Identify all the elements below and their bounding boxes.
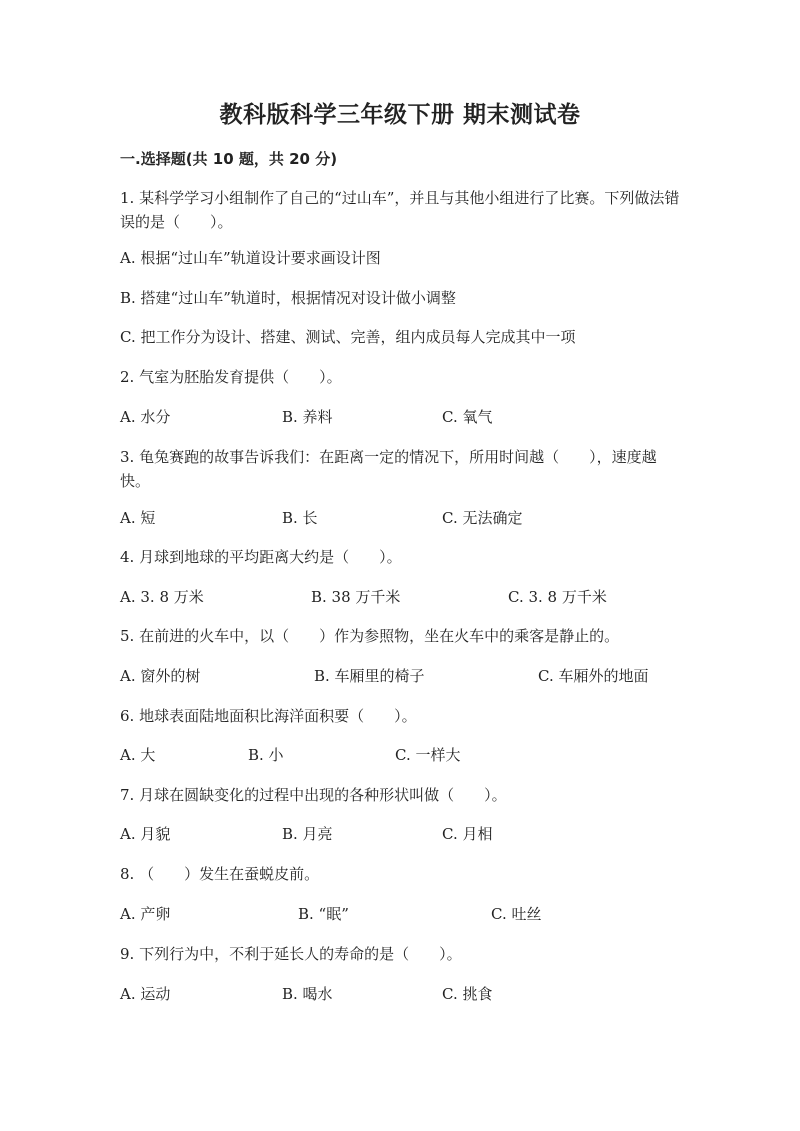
q3-option-a: A. 短 [120, 509, 156, 527]
q9-option-a: A. 运动 [120, 985, 171, 1003]
q3-option-b: B. 长 [282, 509, 318, 527]
q1-option-c: C. 把工作分为设计、搭建、测试、完善，组内成员每人完成其中一项 [120, 328, 576, 346]
q8-option-a: A. 产卵 [120, 905, 171, 923]
q6-option-c: C. 一样大 [395, 746, 461, 764]
q7-option-a: A. 月貌 [120, 825, 171, 843]
question-4: 4. 月球到地球的平均距离大约是（ ）。 [120, 548, 402, 566]
q4-option-c: C. 3. 8 万千米 [508, 588, 607, 606]
q6-option-a: A. 大 [120, 746, 156, 764]
question-5: 5. 在前进的火车中，以（ ）作为参照物，坐在火车中的乘客是静止的。 [120, 627, 620, 645]
q8-option-c: C. 吐丝 [491, 905, 542, 923]
q9-option-c: C. 挑食 [442, 985, 493, 1003]
question-9: 9. 下列行为中，不利于延长人的寿命的是（ ）。 [120, 945, 462, 963]
q8-option-b: B. “眠” [298, 905, 349, 923]
q2-option-b: B. 养料 [282, 408, 333, 426]
page-title: 教科版科学三年级下册 期末测试卷 [219, 102, 581, 128]
question-2: 2. 气室为胚胎发育提供（ ）。 [120, 368, 342, 386]
question-1: 1. 某科学学习小组制作了自己的“过山车”，并且与其他小组进行了比赛。下列做法错误的是（ ）。 [120, 189, 680, 231]
q2-option-c: C. 氧气 [442, 408, 493, 426]
q7-option-c: C. 月相 [442, 825, 493, 843]
q4-option-b: B. 38 万千米 [311, 588, 401, 606]
q9-option-b: B. 喝水 [282, 985, 333, 1003]
question-7: 7. 月球在圆缺变化的过程中出现的各种形状叫做（ ）。 [120, 786, 507, 804]
q3-option-c: C. 无法确定 [442, 509, 523, 527]
q1-option-b: B. 搭建“过山车”轨道时，根据情况对设计做小调整 [120, 289, 456, 307]
q5-option-a: A. 窗外的树 [120, 667, 201, 685]
q7-option-b: B. 月亮 [282, 825, 333, 843]
question-3: 3. 龟兔赛跑的故事告诉我们：在距离一定的情况下，所用时间越（ ），速度越快。 [120, 448, 657, 490]
q1-option-a: A. 根据“过山车”轨道设计要求画设计图 [120, 249, 381, 267]
q6-option-b: B. 小 [248, 746, 284, 764]
q2-option-a: A. 水分 [120, 408, 171, 426]
question-6: 6. 地球表面陆地面积比海洋面积要（ ）。 [120, 707, 417, 725]
q5-option-b: B. 车厢里的椅子 [314, 667, 425, 685]
q4-option-a: A. 3. 8 万米 [120, 588, 204, 606]
question-8: 8. （ ）发生在蚕蜕皮前。 [120, 865, 320, 883]
section-heading: 一.选择题(共 10 题，共 20 分) [120, 150, 338, 168]
q5-option-c: C. 车厢外的地面 [538, 667, 649, 685]
